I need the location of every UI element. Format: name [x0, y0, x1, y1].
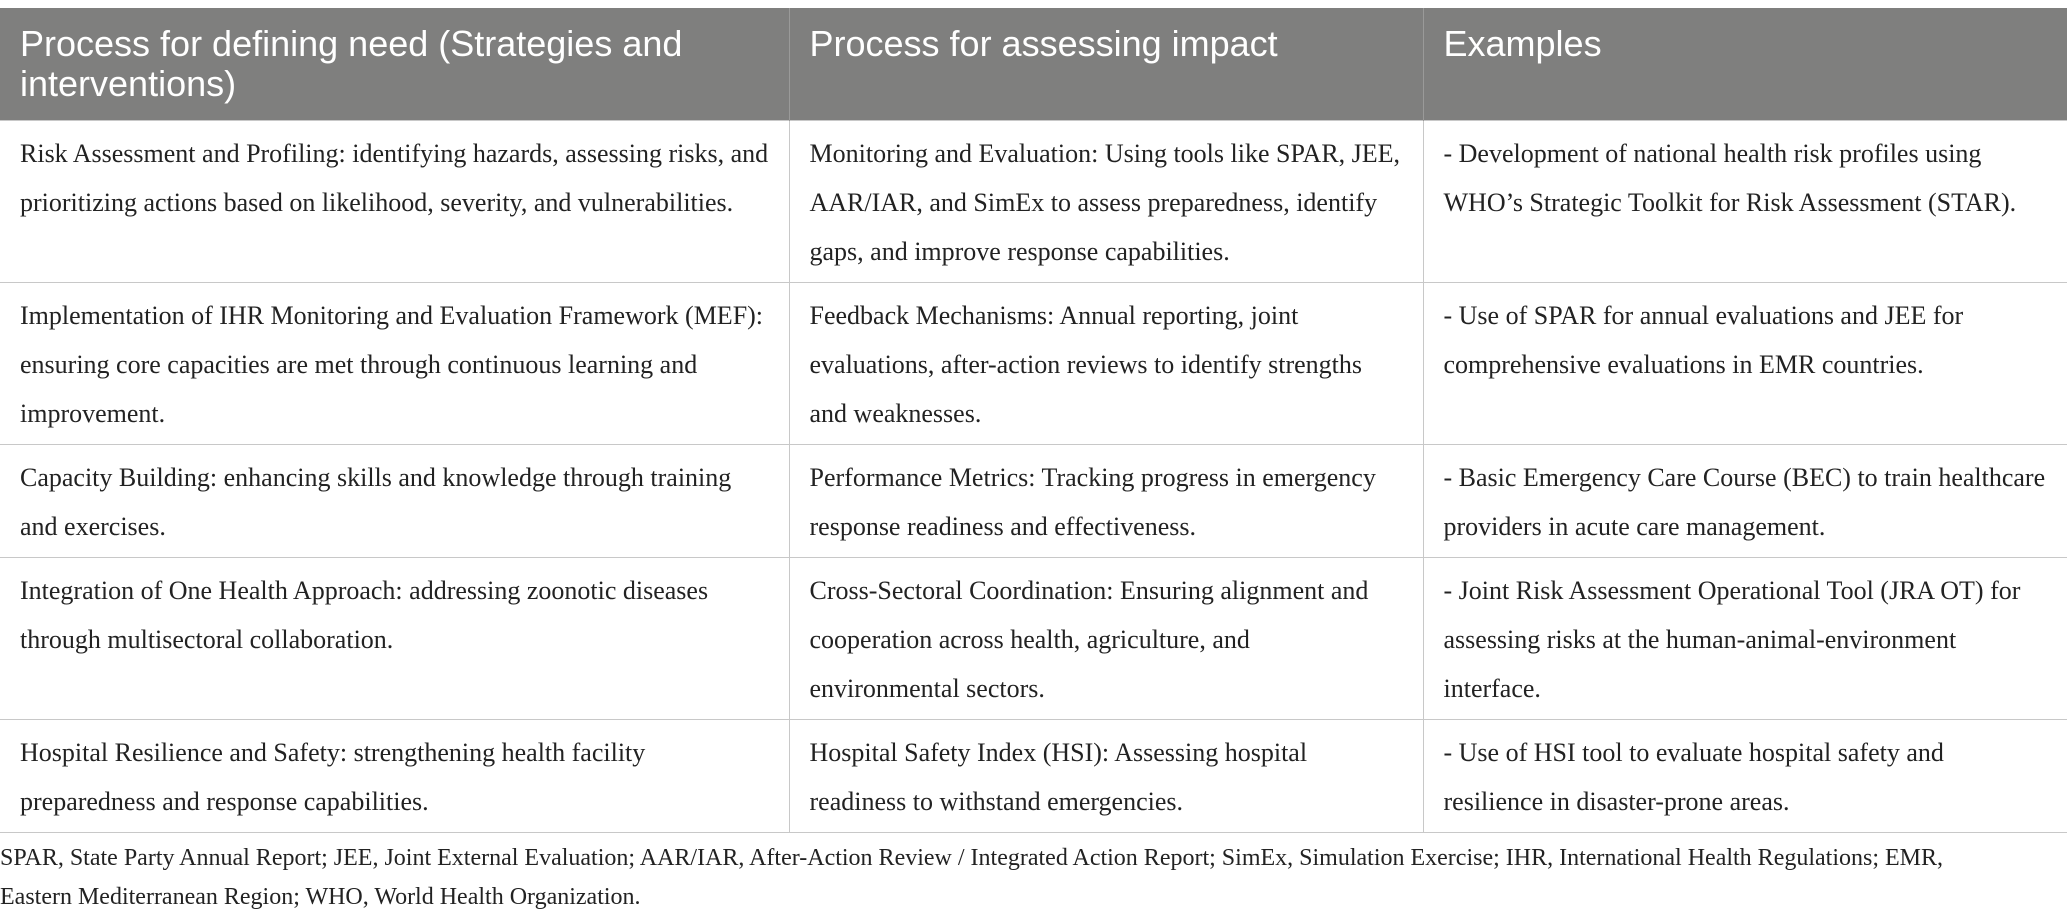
table-cell-example: - Joint Risk Assessment Operational Tool (JRA OT) for assessing risks at the human-animal-environment interface.	[1423, 558, 2067, 720]
header-row	[0, 8, 2067, 121]
table-footnote: SPAR, State Party Annual Report; JEE, Joint External Evaluation; AAR/IAR, After-Action Review / Integrated Action Report; SimEx, Simulation Exercise; IHR, International Health Regulations; EMR, Eastern Mediterranean Region; WHO, World Health Organization.	[0, 845, 1944, 910]
table-cell-impact: Monitoring and Evaluation: Using tools like SPAR, JEE, AAR/IAR, and SimEx to assess preparedness, identify gaps, and improve response capabilities.	[789, 121, 1423, 283]
table-row	[0, 121, 2067, 283]
table-cell-example: - Basic Emergency Care Course (BEC) to train healthcare providers in acute care management.	[1423, 445, 2067, 558]
column-header-examples: Examples	[1423, 8, 2067, 121]
column-header-assessing-impact: Process for assessing impact	[789, 8, 1423, 121]
table-cell-need: Risk Assessment and Profiling: identifying hazards, assessing risks, and prioritizing actions based on likelihood, severity, and vulnerabilities.	[0, 121, 789, 283]
table-row	[0, 558, 2067, 720]
table-cell-impact: Feedback Mechanisms: Annual reporting, joint evaluations, after-action reviews to identify strengths and weaknesses.	[789, 283, 1423, 445]
table-cell-need: Hospital Resilience and Safety: strengthening health facility preparedness and response capabilities.	[0, 720, 789, 833]
table-cell-example: - Development of national health risk profiles using WHO’s Strategic Toolkit for Risk Assessment (STAR).	[1423, 121, 2067, 283]
table-header	[0, 8, 2067, 121]
table-cell-need: Integration of One Health Approach: addressing zoonotic diseases through multisectoral collaboration.	[0, 558, 789, 720]
table-cell-impact: Performance Metrics: Tracking progress in emergency response readiness and effectiveness.	[789, 445, 1423, 558]
table-row	[0, 720, 2067, 833]
table-cell-impact: Hospital Safety Index (HSI): Assessing hospital readiness to withstand emergencies.	[789, 720, 1423, 833]
table-cell-need: Capacity Building: enhancing skills and knowledge through training and exercises.	[0, 445, 789, 558]
table-cell-need: Implementation of IHR Monitoring and Evaluation Framework (MEF): ensuring core capacities are met through continuous learning and improvement.	[0, 283, 789, 445]
table-cell-example: - Use of HSI tool to evaluate hospital safety and resilience in disaster-prone areas.	[1423, 720, 2067, 833]
document-page	[0, 8, 2067, 917]
table-cell-example: - Use of SPAR for annual evaluations and JEE for comprehensive evaluations in EMR countries.	[1423, 283, 2067, 445]
data-table	[0, 8, 2067, 833]
table-row	[0, 445, 2067, 558]
column-header-defining-need: Process for defining need (Strategies and interventions)	[0, 8, 789, 121]
table-body	[0, 121, 2067, 833]
table-row	[0, 283, 2067, 445]
table-cell-impact: Cross-Sectoral Coordination: Ensuring alignment and cooperation across health, agriculture, and environmental sectors.	[789, 558, 1423, 720]
